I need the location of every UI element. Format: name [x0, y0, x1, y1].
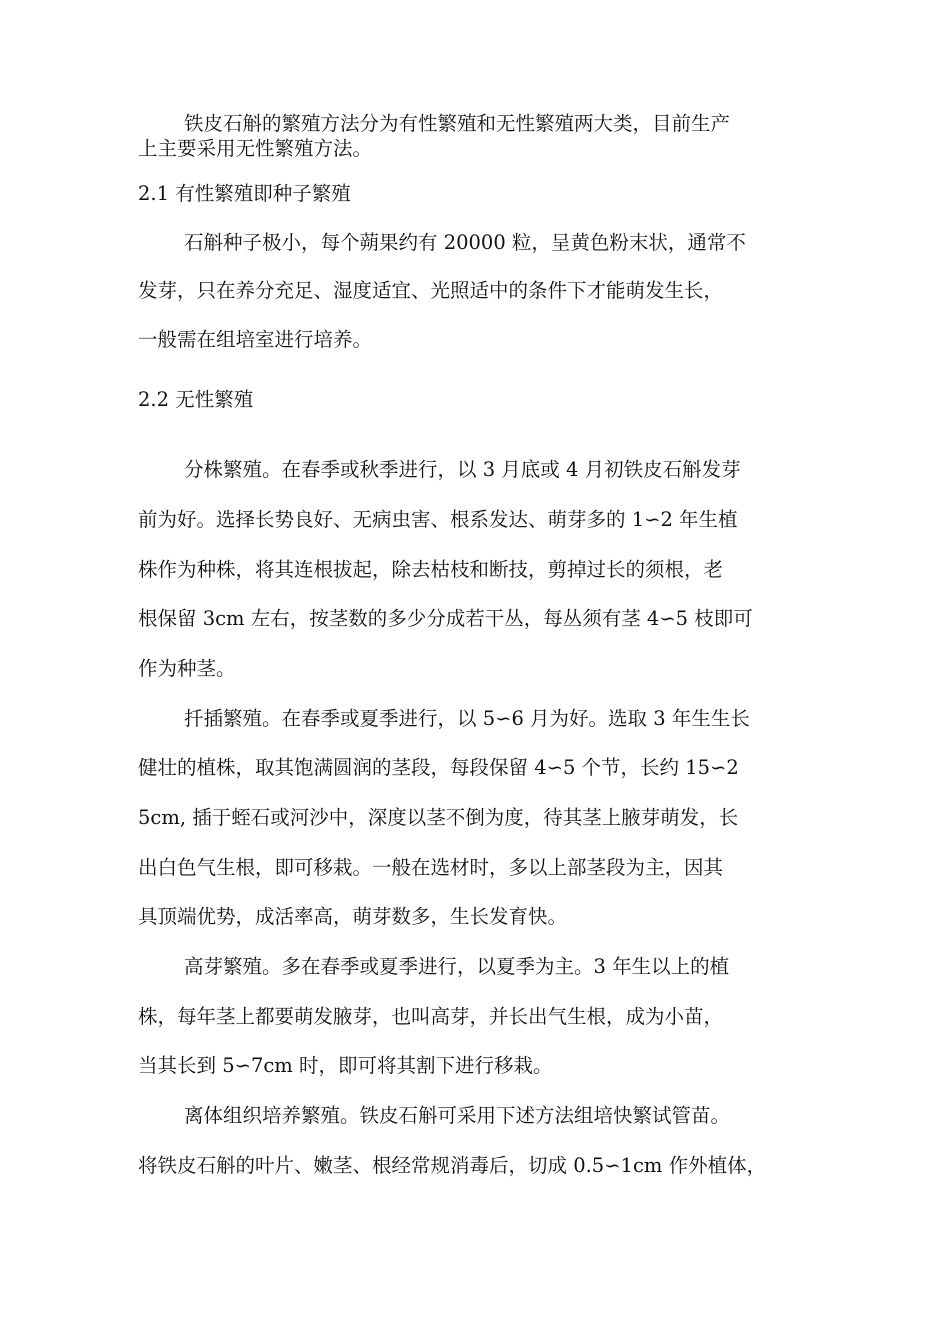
fenzhu-line-1: 分株繁殖。在春季或秋季进行，以 3 月底或 4 月初铁皮石斛发芽 — [184, 458, 741, 481]
qiancha-line-4: 出白色气生根，即可移栽。一般在选材时，多以上部茎段为主，因其 — [138, 856, 724, 879]
qiancha-line-1: 扦插繁殖。在春季或夏季进行，以 5∽6 月为好。选取 3 年生生长 — [184, 707, 750, 730]
gaoya-line-2: 株，每年茎上都要萌发腋芽，也叫高芽，并长出气生根，成为小苗， — [138, 1005, 724, 1028]
liti-line-2: 将铁皮石斛的叶片、嫩茎、根经常规消毒后，切成 0.5∽1cm 作外植体， — [138, 1154, 767, 1177]
section-2-2-heading: 2.2 无性繁殖 — [138, 388, 254, 411]
intro-line-2: 上主要采用无性繁殖方法。 — [138, 137, 373, 160]
gaoya-line-3: 当其长到 5∽7cm 时，即可将其割下进行移栽。 — [138, 1054, 553, 1077]
liti-line-1: 离体组织培养繁殖。铁皮石斛可采用下述方法组培快繁试管苗。 — [184, 1104, 731, 1127]
intro-line-1: 铁皮石斛的繁殖方法分为有性繁殖和无性繁殖两大类，目前生产 — [184, 112, 731, 135]
section-2-1-heading: 2.1 有性繁殖即种子繁殖 — [138, 182, 351, 205]
qiancha-line-5: 具顶端优势，成活率高，萌芽数多，生长发育快。 — [138, 905, 568, 928]
qiancha-line-3: 5cm, 插于蛭石或河沙中，深度以茎不倒为度，待其茎上腋芽萌发，长 — [138, 806, 739, 829]
section-2-1-line-3: 一般需在组培室进行培养。 — [138, 328, 373, 351]
qiancha-line-2: 健壮的植株，取其饱满圆润的茎段，每段保留 4∽5 个节，长约 15∽2 — [138, 756, 739, 779]
fenzhu-line-3: 株作为种株，将其连根拔起，除去枯枝和断技，剪掉过长的须根，老 — [138, 558, 724, 581]
gaoya-line-1: 高芽繁殖。多在春季或夏季进行，以夏季为主。3 年生以上的植 — [184, 955, 730, 978]
fenzhu-line-5: 作为种茎。 — [138, 657, 236, 680]
section-2-1-line-1: 石斛种子极小，每个蒴果约有 20000 粒，呈黄色粉末状，通常不 — [184, 231, 746, 254]
fenzhu-line-4: 根保留 3cm 左右，按茎数的多少分成若干丛，每丛须有茎 4∽5 枝即可 — [138, 607, 753, 630]
fenzhu-line-2: 前为好。选择长势良好、无病虫害、根系发达、萌芽多的 1∽2 年生植 — [138, 508, 738, 531]
section-2-1-line-2: 发芽，只在养分充足、湿度适宜、光照适中的条件下才能萌发生长， — [138, 279, 724, 302]
